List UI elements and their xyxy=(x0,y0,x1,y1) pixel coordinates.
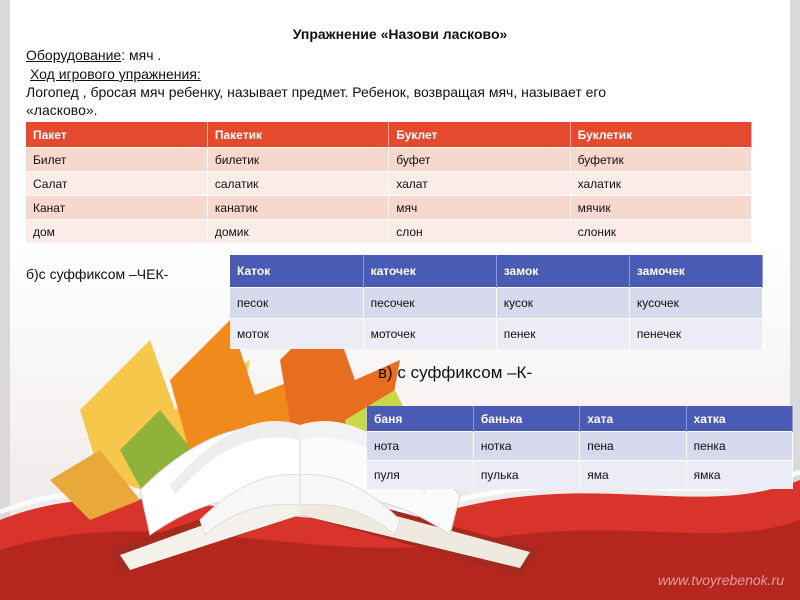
header-cell: Буклет xyxy=(389,122,570,148)
table-cell: халат xyxy=(389,172,570,196)
header-cell: банька xyxy=(473,406,579,432)
slide-title: Упражнение «Назови ласково» xyxy=(292,26,508,42)
section-v-label: в) с суффиксом –К- xyxy=(378,363,533,382)
procedure-text-line-2: «ласково». xyxy=(26,102,98,118)
table-cell: Билет xyxy=(26,148,207,172)
table-cell: кусок xyxy=(496,288,629,319)
table-cell: кусочек xyxy=(629,288,762,319)
table-suffix-k xyxy=(367,406,793,489)
table-cell: дом xyxy=(26,220,207,244)
site-watermark: www.tvoyrebenok.ru xyxy=(657,572,784,588)
table-cell: домик xyxy=(207,220,388,244)
table-header-row xyxy=(26,122,752,148)
table-cell: моток xyxy=(230,319,363,350)
table-cell: яма xyxy=(580,461,686,490)
table-row xyxy=(26,172,752,196)
table-cell: моточек xyxy=(363,319,496,350)
table-suffix-ik xyxy=(26,122,752,243)
table-row xyxy=(230,288,763,319)
header-cell: хатка xyxy=(686,406,792,432)
header-cell: хата xyxy=(580,406,686,432)
table-row xyxy=(367,432,793,461)
table-row xyxy=(367,461,793,490)
equipment-line xyxy=(26,46,161,64)
table-cell: пуля xyxy=(367,461,473,490)
table-cell: буфет xyxy=(389,148,570,172)
table-suffix-chek xyxy=(230,255,763,349)
table-cell: салатик xyxy=(207,172,388,196)
table-header-row xyxy=(367,406,793,432)
header-cell: каточек xyxy=(363,255,496,288)
table-row xyxy=(230,319,763,350)
table-cell: пена xyxy=(580,432,686,461)
table-cell: нотка xyxy=(473,432,579,461)
header-cell: Пакетик xyxy=(207,122,388,148)
procedure-label-line xyxy=(30,65,201,83)
table-row xyxy=(26,196,752,220)
table-cell: буфетик xyxy=(570,148,751,172)
table-cell: халатик xyxy=(570,172,751,196)
table-cell: Канат xyxy=(26,196,207,220)
table-row xyxy=(26,220,752,244)
table-cell: билетик xyxy=(207,148,388,172)
table-cell: слоник xyxy=(570,220,751,244)
header-cell: замок xyxy=(496,255,629,288)
table-cell: нота xyxy=(367,432,473,461)
table-cell: канатик xyxy=(207,196,388,220)
header-cell: Буклетик xyxy=(570,122,751,148)
table-cell: пулька xyxy=(473,461,579,490)
table-cell: пенечек xyxy=(629,319,762,350)
table-cell: ямка xyxy=(686,461,792,490)
header-cell: баня xyxy=(367,406,473,432)
table-row xyxy=(26,148,752,172)
table-cell: слон xyxy=(389,220,570,244)
table-cell: мячик xyxy=(570,196,751,220)
procedure-text-line-1: Логопед , бросая мяч ребенку, называет предмет. Ребенок, возвращая мяч, называет его xyxy=(26,84,606,100)
table-cell: песочек xyxy=(363,288,496,319)
table-cell: песок xyxy=(230,288,363,319)
table-cell: мяч xyxy=(389,196,570,220)
procedure-label: Ход игрового упражнения: xyxy=(30,66,201,82)
table-cell: пенек xyxy=(496,319,629,350)
section-b-label: б)с суффиксом –ЧЕК- xyxy=(26,266,169,282)
header-cell: Каток xyxy=(230,255,363,288)
header-cell: замочек xyxy=(629,255,762,288)
equipment-label: Оборудование xyxy=(26,47,122,63)
equipment-value: : мяч . xyxy=(121,47,162,63)
table-cell: пенка xyxy=(686,432,792,461)
header-cell: Пакет xyxy=(26,122,207,148)
table-cell: Салат xyxy=(26,172,207,196)
table-header-row xyxy=(230,255,763,288)
